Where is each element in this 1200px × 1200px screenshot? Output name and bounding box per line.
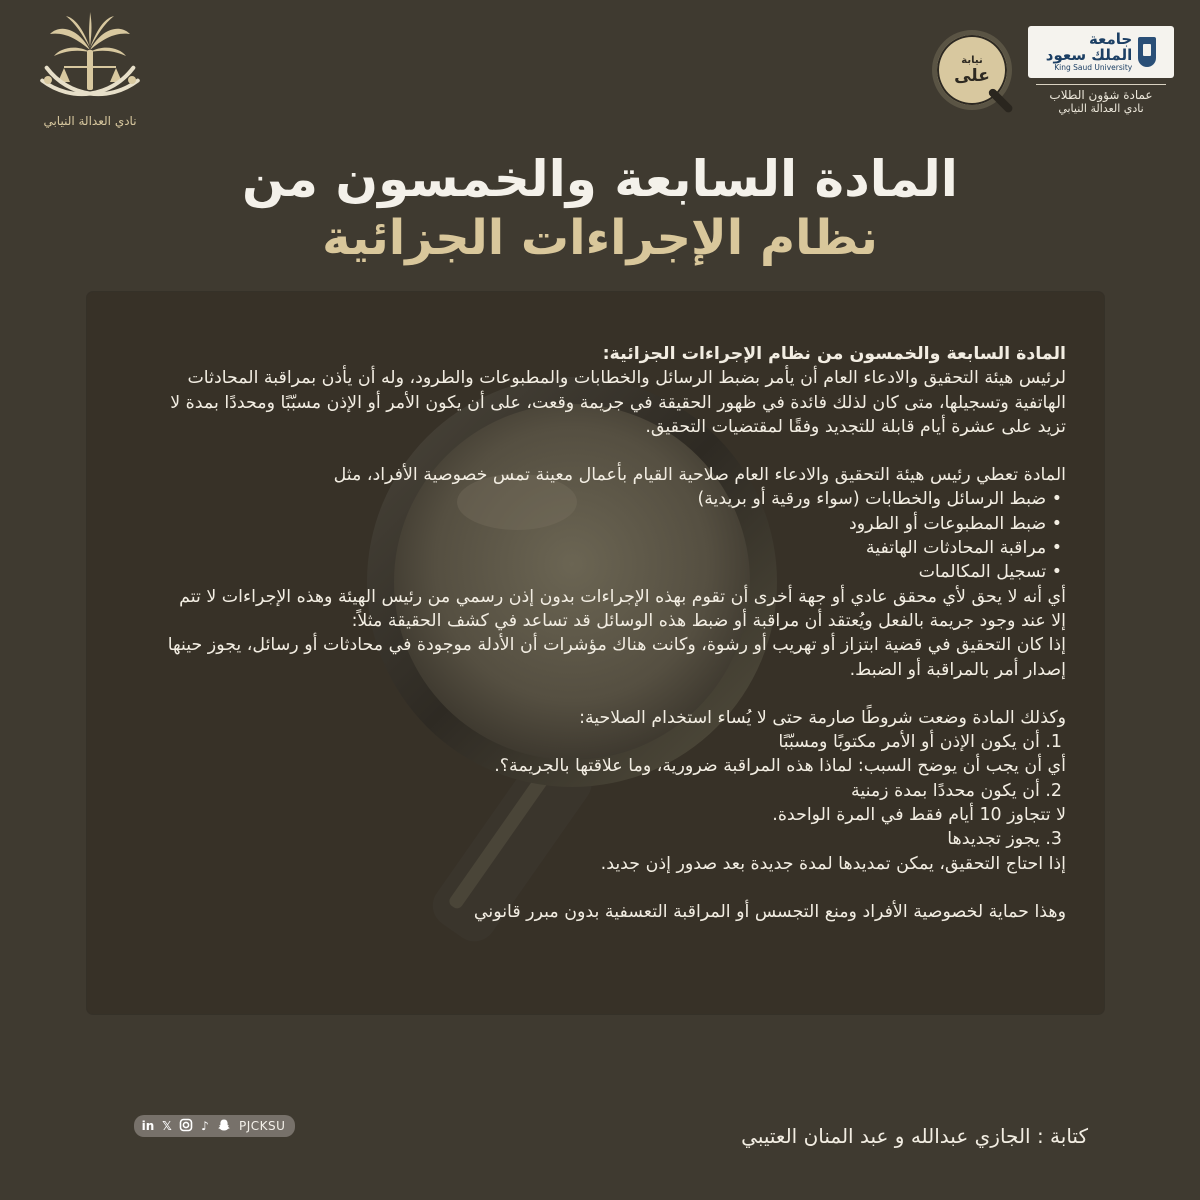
palm-swords-icon [30,10,150,114]
instagram-icon[interactable] [178,1118,194,1134]
explanation-line: إصدار أمر بالمراقبة أو الضبط. [849,659,1066,680]
ksu-arabic-line2: الملك سعود [1045,46,1133,65]
conclusion-line: وهذا حماية لخصوصية الأفراد ومنع التجسس أو المراقبة التعسفية بدون مبرر قانوني [473,901,1066,922]
ksu-shield-icon [1138,37,1156,67]
ksu-logo [1022,26,1180,115]
snapchat-icon[interactable] [216,1118,232,1134]
condition-detail: لا تتجاوز 10 أيام فقط في المرة الواحدة. [772,805,1066,826]
linkedin-icon[interactable]: in [141,1119,155,1133]
ksu-english-name: King Saud University [1054,62,1133,72]
article-line: الهاتفية وتسجيلها، متى كان لذلك فائدة في ظهور الحقيقة في جريمة وقعت، على أن يكون الأمر أو الإذن مسبّبًا ومحددًا بمدة لا [170,392,1066,413]
condition-detail: إذا احتاج التحقيق، يمكن تمديدها لمدة جديدة بعد صدور إذن جديد. [600,853,1066,874]
ksu-arabic-line1: جامعة [1088,30,1133,49]
badge-line2: على [954,65,990,86]
condition-detail: أي أن يجب أن يوضح السبب: لماذا هذه المراقبة ضرورية، وما علاقتها بالجريمة؟. [494,756,1066,777]
content-panel [87,292,1104,1014]
article-body [121,342,1066,924]
bullet-item: • مراقبة المحادثات الهاتفية [121,536,1066,560]
condition-title: 2. أن يكون محددًا بمدة زمنية [851,780,1062,801]
x-icon[interactable]: 𝕏 [162,1119,172,1133]
club-label: نادي العدالة النيابي [1058,102,1144,115]
author-credit: كتابة : الجازي عبدالله و عبد المنان العتيبي [741,1124,1088,1148]
bullet-item: • ضبط الرسائل والخطابات (سواء ورقية أو بريدية) [121,487,1066,511]
explanation-line: إذا كان التحقيق في قضية ابتزاز أو تهريب أو رشوة، وكانت هناك مؤشرات أن الأدلة موجودة في محادثات أو رسائل، يجوز حينها [167,635,1066,656]
badge-line1: نيابة [961,54,983,66]
explanation-line: إلا عند وجود جريمة بالفعل ويُعتقد أن مراقبة أو ضبط هذه الوسائل قد تساعد في كشف الحقيقة مثلاً: [351,610,1066,631]
explanation-intro: المادة تعطي رئيس هيئة التحقيق والادعاء العام صلاحية القيام بأعمال معينة تمس خصوصية الأفراد، مثل [333,465,1066,486]
social-handle[interactable]: PJCKSU [239,1119,286,1133]
left-logo-caption: نادي العدالة النيابي [43,114,137,128]
condition-title: 3. يجوز تجديدها [947,829,1062,850]
page-title-line2: نظام الإجراءات الجزائية [322,210,878,266]
bullet-item: • ضبط المطبوعات أو الطرود [121,512,1066,536]
conditions-intro: وكذلك المادة وضعت شروطًا صارمة حتى لا يُساء استخدام الصلاحية: [579,707,1066,728]
deanship-label: عمادة شؤون الطلاب [1049,88,1153,102]
article-line: لرئيس هيئة التحقيق والادعاء العام أن يأمر بضبط الرسائل والخطابات والمطبوعات والطرود، وله أن يأذن بمراقبة المحادثات [187,368,1066,389]
page-title-line1: المادة السابعة والخمسون من [242,150,958,208]
article-heading: المادة السابعة والخمسون من نظام الإجراءات الجزائية: [602,344,1066,364]
palm-swords-logo [30,10,150,130]
bullet-item: • تسجيل المكالمات [121,560,1066,584]
tiktok-icon[interactable]: ♪ [201,1119,209,1133]
ksu-logo-box [1028,26,1174,78]
social-bar [134,1115,295,1137]
condition-title: 1. أن يكون الإذن أو الأمر مكتوبًا ومسبّبًا [778,732,1062,753]
explanation-line: أي أنه لا يحق لأي محقق عادي أو جهة أخرى أن تقوم بهذه الإجراءات بدون إذن رسمي من رئيس الهيئة وهذه الإجراءات لا تتم [179,586,1066,607]
article-line: تزيد على عشرة أيام قابلة للتجديد وفقًا لمقتضيات التحقيق. [645,416,1066,437]
ksu-divider [1036,84,1166,85]
